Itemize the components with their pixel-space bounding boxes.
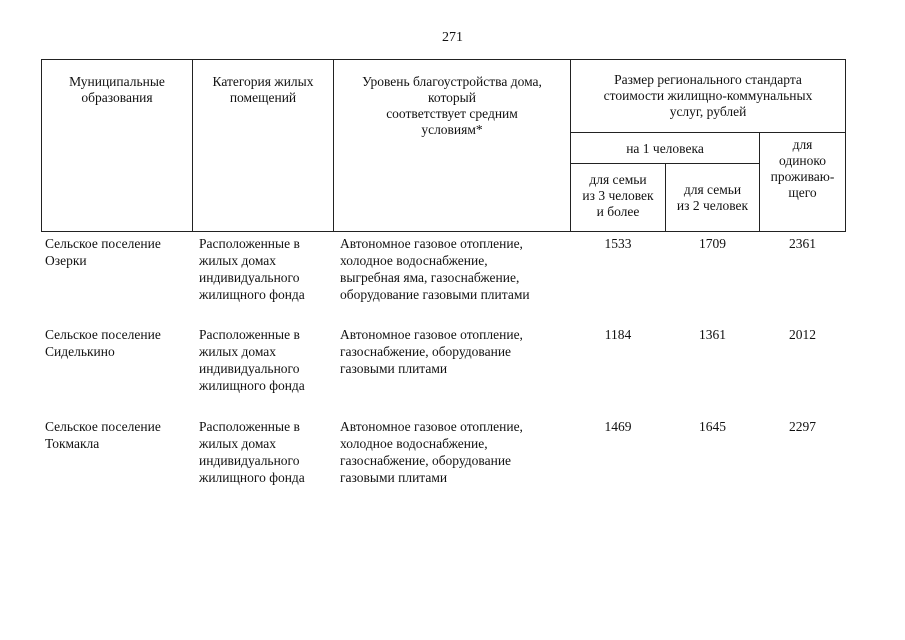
row-3-category	[199, 418, 305, 486]
header-standard-line: Размер регионального стандарта	[614, 72, 802, 87]
amenity-line: газовыми плитами	[340, 470, 448, 485]
row-3-family3: 1469	[604, 419, 632, 434]
header-family2	[665, 163, 760, 232]
category-line: жилищного фонда	[199, 470, 305, 485]
amenity-line: газоснабжение, оборудование	[340, 453, 512, 468]
municipality-line: Сельское поселение	[45, 236, 161, 251]
header-family3	[570, 163, 666, 232]
header-category	[192, 59, 334, 232]
row-1-amenity	[340, 235, 530, 303]
category-line: жилищного фонда	[199, 378, 305, 393]
row-3-municipality	[45, 418, 161, 452]
category-line: жилых домах	[199, 253, 277, 268]
header-category-line: Категория жилых	[212, 74, 314, 89]
header-per-person	[570, 132, 760, 164]
row-2-single: 2012	[789, 327, 816, 342]
row-3-single: 2297	[789, 419, 816, 434]
header-single-line: проживаю-	[770, 169, 835, 184]
amenity-line: холодное водоснабжение,	[340, 436, 488, 451]
row-2-amenity	[340, 326, 523, 377]
header-family3-line: и более	[596, 204, 640, 219]
header-family2-line: из 2 человек	[676, 198, 749, 213]
header-single	[759, 132, 846, 232]
header-standard-line: услуг, рублей	[669, 104, 747, 119]
amenity-line: газовыми плитами	[340, 361, 448, 376]
row-1-family3: 1533	[604, 236, 632, 251]
page-number: 271	[442, 30, 463, 45]
category-line: жилых домах	[199, 344, 277, 359]
row-1-single: 2361	[789, 236, 816, 251]
municipality-line: Сельское поселение	[45, 327, 161, 342]
header-amenity-line: условиям*	[421, 122, 483, 137]
header-family2-line: для семьи	[683, 182, 742, 197]
header-per-person-label: на 1 человека	[626, 141, 704, 156]
amenity-line: холодное водоснабжение,	[340, 253, 488, 268]
amenity-line: Автономное газовое отопление,	[340, 419, 523, 434]
amenity-line: выгребная яма, газоснабжение,	[340, 270, 520, 285]
row-2-family2: 1361	[699, 327, 726, 342]
amenity-line: газоснабжение, оборудование	[340, 344, 512, 359]
header-category-line: помещений	[229, 90, 297, 105]
amenity-line: оборудование газовыми плитами	[340, 287, 530, 302]
category-line: индивидуального	[199, 361, 300, 376]
header-municipality	[41, 59, 193, 232]
category-line: Расположенные в	[199, 236, 300, 251]
municipality-line: Озерки	[45, 253, 87, 268]
row-1-category	[199, 235, 305, 303]
row-3-family2: 1645	[699, 419, 726, 434]
amenity-line: Автономное газовое отопление,	[340, 327, 523, 342]
header-standard-line: стоимости жилищно-коммунальных	[603, 88, 813, 103]
row-3-amenity	[340, 418, 523, 486]
category-line: Расположенные в	[199, 327, 300, 342]
header-amenity	[333, 59, 571, 232]
row-2-municipality	[45, 326, 161, 360]
category-line: жилых домах	[199, 436, 277, 451]
header-amenity-line: который	[428, 90, 476, 105]
row-2-category	[199, 326, 305, 394]
municipality-line: Сельское поселение	[45, 419, 161, 434]
header-family3-line: для семьи	[589, 172, 647, 187]
category-line: индивидуального	[199, 270, 300, 285]
category-line: индивидуального	[199, 453, 300, 468]
header-amenity-line: Уровень благоустройства дома,	[362, 74, 542, 89]
amenity-line: Автономное газовое отопление,	[340, 236, 523, 251]
header-single-line: одиноко	[778, 153, 827, 168]
municipality-line: Сиделькино	[45, 344, 115, 359]
municipality-line: Токмакла	[45, 436, 100, 451]
header-single-line: для	[792, 137, 813, 152]
row-1-family2: 1709	[699, 236, 726, 251]
row-1-municipality	[45, 235, 161, 269]
category-line: Расположенные в	[199, 419, 300, 434]
header-single-line: щего	[788, 185, 817, 200]
header-amenity-line: соответствует средним	[386, 106, 518, 121]
header-family3-line: из 3 человек	[582, 188, 654, 203]
category-line: жилищного фонда	[199, 287, 305, 302]
row-2-family3: 1184	[604, 327, 632, 342]
header-standard	[570, 59, 846, 133]
header-municipality-line: образования	[81, 90, 153, 105]
header-municipality-line: Муниципальные	[69, 74, 165, 89]
